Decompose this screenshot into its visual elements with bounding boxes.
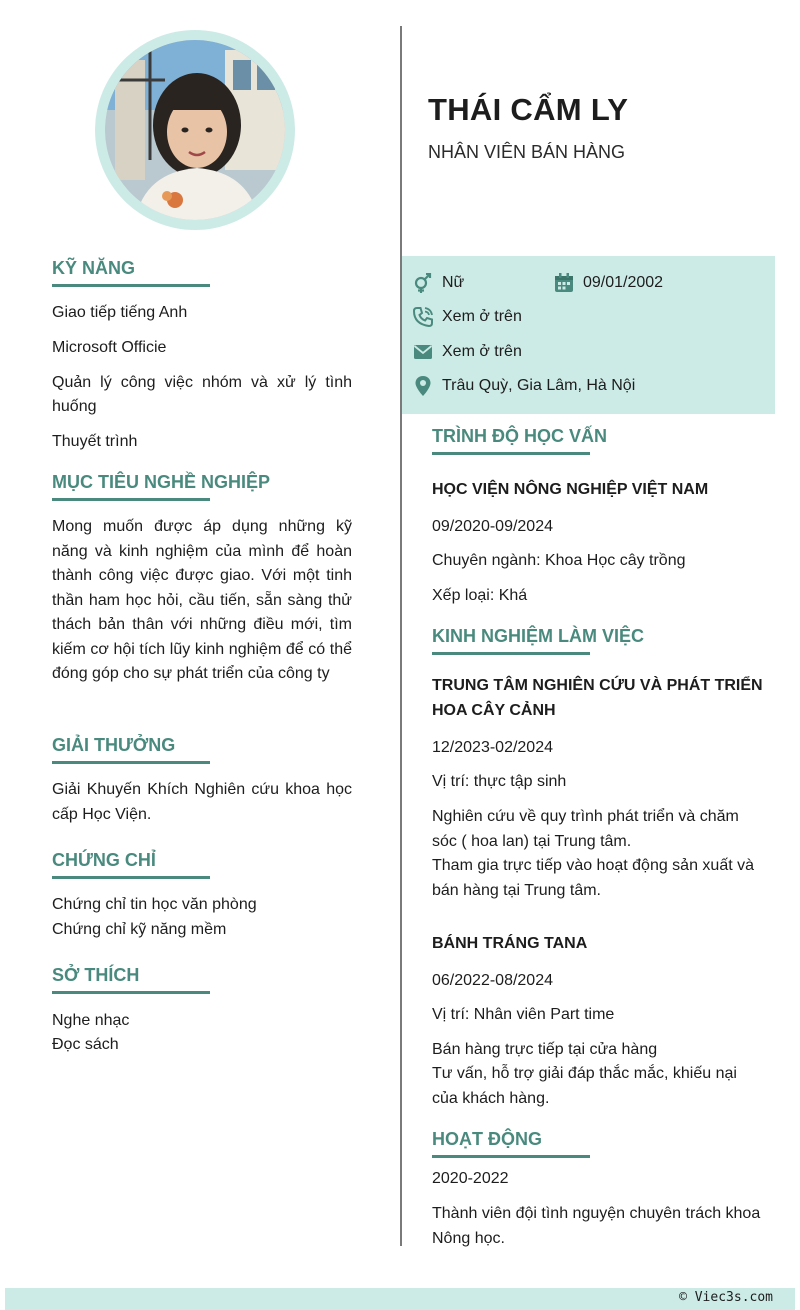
objective-section-header	[52, 472, 270, 501]
phone-row	[412, 306, 522, 328]
certificate-item: Chứng chỉ kỹ năng mềm	[52, 921, 227, 938]
skill-item: Giao tiếp tiếng Anh	[52, 304, 188, 321]
job-description: Bán hàng trực tiếp tại cửa hàng	[432, 1041, 658, 1058]
job-company: TRUNG TÂM NGHIÊN CỨU VÀ PHÁT TRIỂN HOA CÂY CẢNH	[432, 677, 763, 719]
phone-icon	[412, 306, 434, 328]
awards-section-header	[52, 735, 210, 764]
section-underline	[432, 652, 590, 655]
education-period: 09/2020-09/2024	[432, 518, 553, 535]
job-period: 12/2023-02/2024	[432, 739, 553, 756]
calendar-icon	[553, 272, 575, 294]
phone-value: Xem ở trên	[442, 308, 522, 325]
footer-bar	[5, 1288, 795, 1310]
skills-section-header	[52, 258, 210, 287]
section-underline	[52, 284, 210, 287]
school-name: HỌC VIỆN NÔNG NGHIỆP VIỆT NAM	[432, 481, 709, 498]
job-position: Vị trí: Nhân viên Part time	[432, 1006, 615, 1023]
education-rank: Xếp loại: Khá	[432, 587, 528, 604]
hobby-item: Nghe nhạc	[52, 1012, 130, 1029]
birthdate-row	[553, 272, 663, 294]
column-divider	[400, 26, 402, 1246]
job-description: Nghiên cứu về quy trình phát triển và chăm sóc ( hoa lan) tại Trung tâm.	[432, 808, 739, 850]
contact-panel	[402, 256, 775, 414]
hobbies-section-header	[52, 965, 210, 994]
section-underline	[52, 991, 210, 994]
job-company: BÁNH TRÁNG TANA	[432, 935, 588, 952]
email-value: Xem ở trên	[442, 343, 522, 360]
footer-credit[interactable]: © Viec3s.com	[679, 1290, 773, 1305]
section-underline	[52, 761, 210, 764]
skill-item: Quản lý công việc nhóm và xử lý tình huống	[52, 374, 352, 415]
address-value: Trâu Quỳ, Gia Lâm, Hà Nội	[442, 377, 636, 394]
address-row	[412, 375, 635, 397]
job-description: Tham gia trực tiếp vào hoạt động sản xuất và bán hàng tại Trung tâm.	[432, 857, 755, 899]
skills-title: KỸ NĂNG	[52, 258, 136, 278]
skill-item: Thuyết trình	[52, 433, 138, 450]
section-underline	[52, 876, 210, 879]
section-underline	[52, 498, 210, 501]
education-major: Chuyên ngành: Khoa Học cây trồng	[432, 552, 686, 569]
hobby-item: Đọc sách	[52, 1036, 119, 1053]
awards-title: GIẢI THƯỞNG	[52, 735, 176, 755]
full-name: THÁI CẨM LY	[428, 92, 629, 127]
experience-title: KINH NGHIỆM LÀM VIỆC	[432, 626, 645, 646]
activities-section-header	[432, 1129, 590, 1158]
section-underline	[432, 452, 590, 455]
objective-title: MỤC TIÊU NGHỀ NGHIỆP	[52, 472, 271, 492]
job-title: NHÂN VIÊN BÁN HÀNG	[428, 142, 626, 162]
experience-section-header	[432, 626, 644, 655]
gender-value: Nữ	[442, 274, 465, 291]
education-section-header	[432, 426, 607, 455]
job-description: Tư vấn, hỗ trợ giải đáp thắc mắc, khiếu nại của khách hàng.	[432, 1065, 737, 1107]
email-row	[412, 341, 522, 363]
gender-row	[412, 272, 464, 294]
avatar-ring	[95, 30, 295, 230]
job-period: 06/2022-08/2024	[432, 972, 553, 989]
skill-item: Microsoft Officie	[52, 339, 167, 356]
location-pin-icon	[412, 375, 434, 397]
activities-title: HOẠT ĐỘNG	[432, 1129, 542, 1149]
avatar	[105, 40, 285, 220]
activities-period: 2020-2022	[432, 1170, 509, 1187]
certificates-section-header	[52, 850, 210, 879]
hobbies-title: SỞ THÍCH	[52, 965, 140, 985]
gender-icon	[412, 272, 434, 294]
birthdate-value: 09/01/2002	[583, 274, 664, 291]
education-title: TRÌNH ĐỘ HỌC VẤN	[432, 426, 607, 446]
objective-text: Mong muốn được áp dụng những kỹ năng và kinh nghiệm của mình để hoàn thành công việc được giao. Với một tinh thần ham học hỏi, cầu tiến, sẵn sàng thử thách bản thân với những điều mới, tìm kiếm cơ hội tích lũy kinh nghiệm để có thể đóng góp cho sự phát triển của công ty	[52, 518, 352, 682]
section-underline	[432, 1155, 590, 1158]
portrait-photo-icon	[105, 40, 285, 220]
certificates-title: CHỨNG CHỈ	[52, 850, 156, 870]
activities-text: Thành viên đội tình nguyện chuyên trách khoa Nông học.	[432, 1205, 761, 1247]
certificate-item: Chứng chỉ tin học văn phòng	[52, 896, 257, 913]
job-position: Vị trí: thực tập sinh	[432, 773, 567, 790]
awards-text: Giải Khuyến Khích Nghiên cứu khoa học cấp Học Viện.	[52, 781, 352, 823]
envelope-icon	[412, 341, 434, 363]
